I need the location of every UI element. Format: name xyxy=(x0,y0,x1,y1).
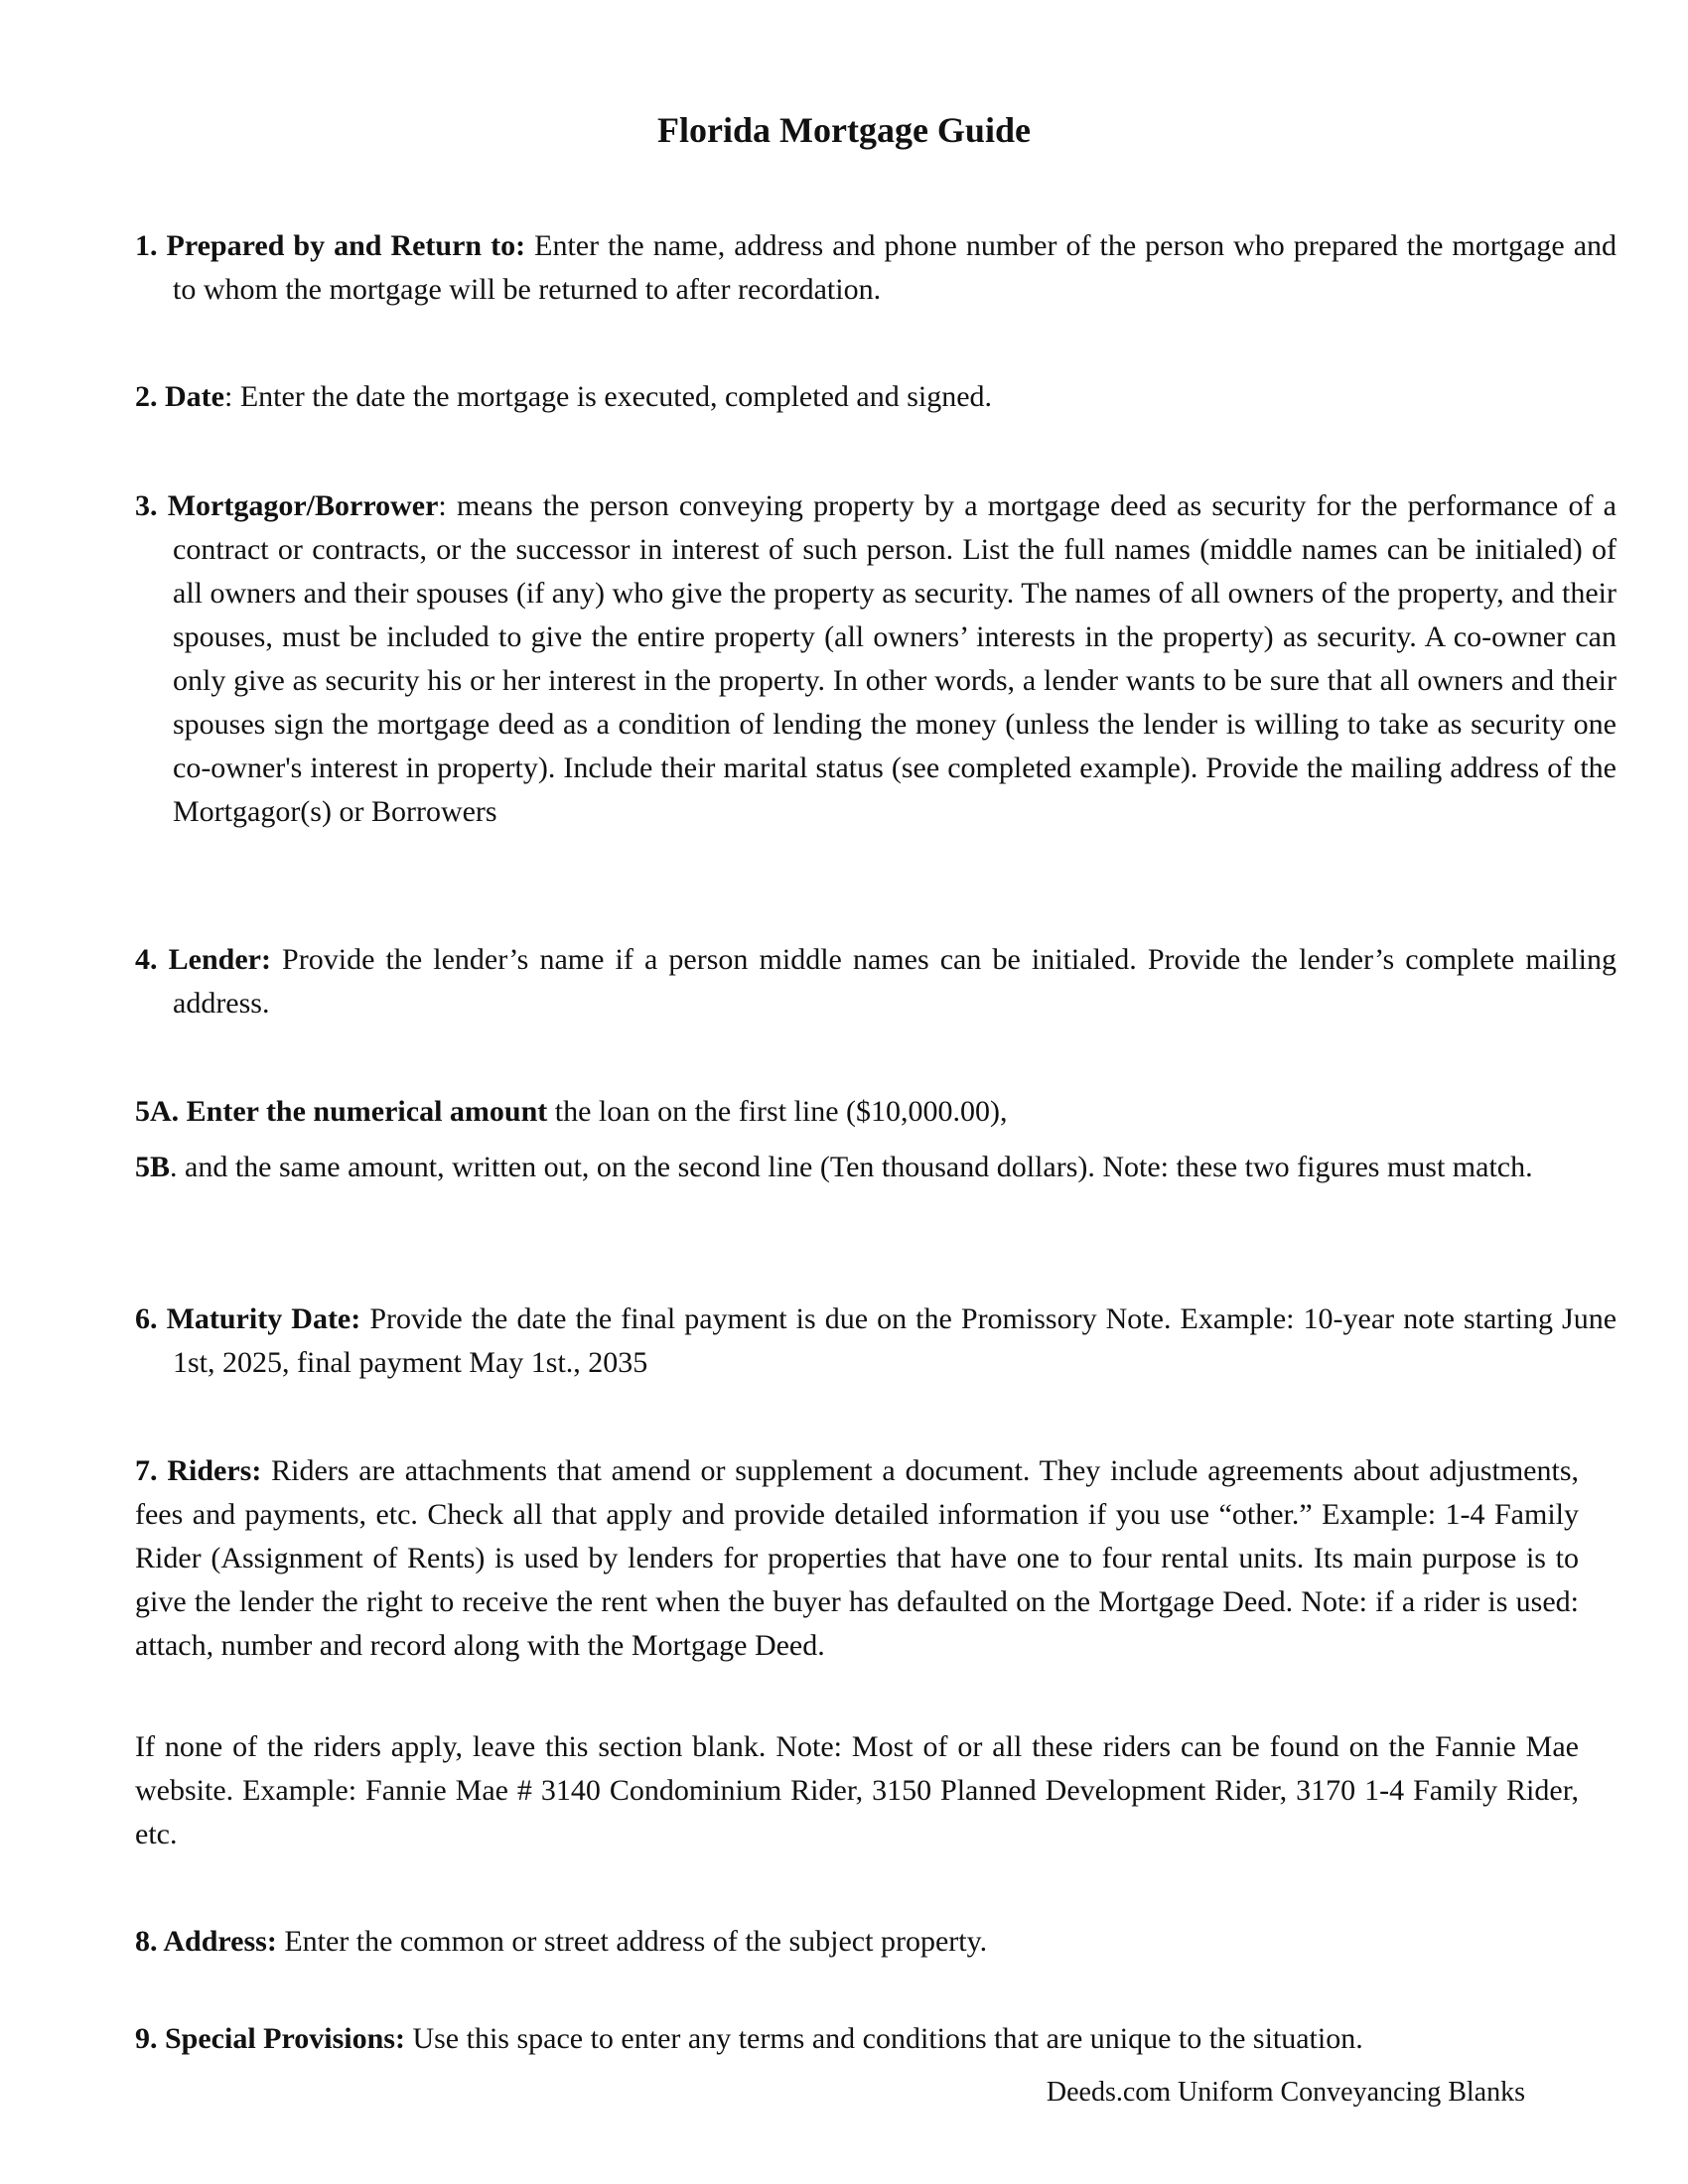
item-text: the loan on the first line ($10,000.00), xyxy=(547,1095,1008,1128)
item-8-address xyxy=(135,1920,1617,1964)
item-label: 4. Lender: xyxy=(135,943,271,976)
item-3-mortgagor xyxy=(135,484,1617,834)
item-label: 3. Mortgagor/Borrower xyxy=(135,489,439,522)
item-7-riders-note xyxy=(135,1725,1579,1856)
item-text: If none of the riders apply, leave this section blank. Note: Most of or all these riders can be found on the Fannie Mae website. Example: Fannie Mae # 3140 Condominium Rider, 3150 Planned Development Rider, 3170 1-4 Family Rider, etc. xyxy=(135,1730,1579,1850)
item-text: . and the same amount, written out, on the second line (Ten thousand dollars). Note: these two figures must match. xyxy=(170,1151,1533,1183)
footer-credit: Deeds.com Uniform Conveyancing Blanks xyxy=(1046,2077,1525,2108)
item-5a-numerical-amount xyxy=(135,1090,1617,1134)
item-label: 5A. Enter the numerical amount xyxy=(135,1095,548,1128)
item-2-date xyxy=(135,375,1617,419)
page-title: Florida Mortgage Guide xyxy=(657,110,1031,150)
item-6-maturity-date xyxy=(135,1297,1617,1385)
item-text: Riders are attachments that amend or supplement a document. They include agreements about adjustments, fees and payments, etc. Check all that apply and provide detailed information if you use “other.” Example: 1-4 Family Rider (Assignment of Rents) is used by lenders for properties that have one to four rental units. Its main purpose is to give the lender the right to receive the rent when the buyer has defaulted on the Mortgage Deed. Note: if a rider is used: attach, number and record along with the Mortgage Deed. xyxy=(135,1454,1579,1662)
item-label: 2. Date xyxy=(135,380,224,413)
item-text: : Enter the date the mortgage is executed, completed and signed. xyxy=(223,380,993,413)
item-text: Provide the lender’s name if a person middle names can be initialed. Provide the lender’s complete mailing address. xyxy=(173,943,1617,1020)
item-label: 8. Address: xyxy=(135,1925,277,1958)
item-text: Enter the name, address and phone number of the person who prepared the mortgage and to whom the mortgage will be returned to after recordation. xyxy=(173,229,1618,306)
item-text: : means the person conveying property by a mortgage deed as security for the performance of a contract or contracts, or the successor in interest of such person. List the full names (middle names can be initialed) of all owners and their spouses (if any) who give the property as security. The names of all owners of the property, and their spouses, must be included to give the entire property (all owners’ interests in the property) as security. A co-owner can only give as security his or her interest in the property. In other words, a lender wants to be sure that all owners and their spouses sign the mortgage deed as a condition of lending the money (unless the lender is willing to take as security one co-owner's interest in property). Include their marital status (see completed example). Provide the mailing address of the Mortgagor(s) or Borrowers xyxy=(173,489,1617,828)
item-text: Enter the common or street address of the subject property. xyxy=(276,1925,988,1958)
item-5b-written-amount xyxy=(135,1146,1617,1189)
item-label: 5B xyxy=(135,1151,171,1183)
item-text: Use this space to enter any terms and conditions that are unique to the situation. xyxy=(404,2022,1363,2055)
item-label: 7. Riders: xyxy=(135,1454,262,1487)
item-4-lender xyxy=(135,938,1617,1025)
item-7-riders xyxy=(135,1449,1579,1668)
item-text: Provide the date the final payment is due on the Promissory Note. Example: 10-year note starting June 1st, 2025, final payment May 1st., 2035 xyxy=(173,1302,1618,1379)
item-label: 1. Prepared by and Return to: xyxy=(135,229,526,262)
item-label: 6. Maturity Date: xyxy=(135,1302,361,1335)
item-1-prepared-by xyxy=(135,224,1617,312)
item-9-special-provisions xyxy=(135,2017,1617,2061)
item-label: 9. Special Provisions: xyxy=(135,2022,405,2055)
